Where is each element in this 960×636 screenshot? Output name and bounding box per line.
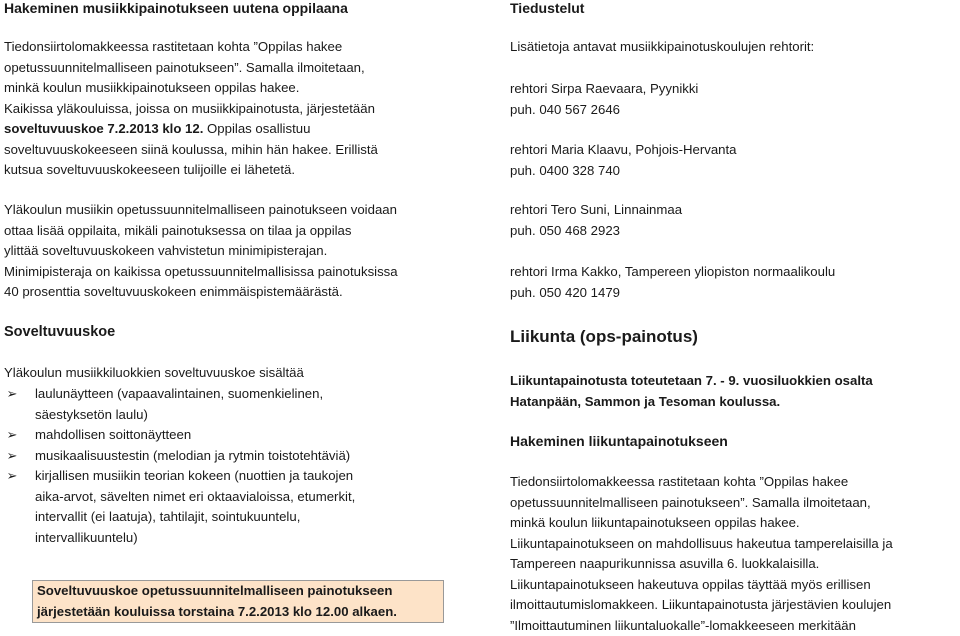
contact-item	[510, 262, 835, 303]
paragraph-line: soveltuvuuskokeeseen siinä koulussa, mihin hän hakee. Erillistä	[4, 140, 478, 161]
aptitude-test-heading: Soveltuvuuskoe	[4, 324, 115, 341]
list-item-line: intervallikuuntelu)	[35, 528, 478, 549]
paragraph-line: 40 prosenttia soveltuvuuskokeen enimmäispistemäärästä.	[4, 282, 478, 303]
paragraph-line	[4, 119, 478, 140]
aptitude-test-date-box	[32, 580, 444, 623]
list-item-line: musikaalisuustestin (melodian ja rytmin toistotehtäviä)	[35, 446, 478, 467]
contact-item	[510, 140, 737, 181]
paragraph-line: ylittää soveltuvuuskokeen vahvistetun minimipisterajan.	[4, 241, 478, 262]
aptitude-test-list	[4, 384, 478, 548]
list-item	[4, 425, 478, 446]
paragraph-line: opetussuunnitelmalliseen painotukseen”. Samalla ilmoitetaan,	[510, 493, 958, 514]
paragraph-line: Yläkoulun musiikin opetussuunnitelmalliseen painotukseen voidaan	[4, 200, 478, 221]
inquiries-intro: Lisätietoja antavat musiikkipainotuskoulujen rehtorit:	[510, 37, 814, 58]
contact-phone: puh. 040 567 2646	[510, 100, 698, 121]
list-item	[4, 384, 478, 425]
contact-item	[510, 200, 682, 241]
arrow-bullet-icon: ➢	[4, 384, 20, 405]
paragraph-line: Tampereen naapurikunnissa asuvilla 6. luokkalaisilla.	[510, 554, 958, 575]
sports-application-heading: Hakeminen liikuntapainotukseen	[510, 433, 728, 450]
minimum-score-paragraph	[4, 200, 478, 303]
sports-schools-text	[510, 371, 873, 412]
paragraph-line: opetussuunnitelmalliseen painotukseen”. Samalla ilmoitetaan,	[4, 58, 478, 79]
paragraph-line: ottaa lisää oppilaita, mikäli painotuksessa on tilaa ja oppilas	[4, 221, 478, 242]
paragraph-line: Minimipisteraja on kaikissa opetussuunnitelmallisissa painotuksissa	[4, 262, 478, 283]
paragraph-line: ”Ilmoittautuminen liikuntaluokalle”-lomakkeeseen merkitään	[510, 616, 958, 636]
test-date-text: soveltuvuuskoe 7.2.2013 klo 12.	[4, 121, 203, 136]
paragraph-line: Hatanpään, Sammon ja Tesoman koulussa.	[510, 392, 873, 413]
sports-heading: Liikunta (ops-painotus)	[510, 326, 698, 348]
list-item-line: aika-arvot, sävelten nimet eri oktaavialoissa, etumerkit,	[35, 487, 478, 508]
list-item	[4, 466, 478, 548]
music-application-heading: Hakeminen musiikkipainotukseen uutena oppilaana	[4, 0, 348, 17]
box-line: järjestetään kouluissa torstaina 7.2.2013 klo 12.00 alkaen.	[37, 602, 437, 623]
paragraph-line: minkä koulun musiikkipainotukseen oppilas hakee.	[4, 78, 478, 99]
paragraph-text: Oppilas osallistuu	[203, 121, 310, 136]
inquiries-heading: Tiedustelut	[510, 0, 584, 17]
list-item-line: säestyksetön laulu)	[35, 405, 478, 426]
paragraph-line: minkä koulun liikuntapainotukseen oppilas hakee.	[510, 513, 958, 534]
contact-item	[510, 79, 698, 120]
paragraph-line: Tiedonsiirtolomakkeessa rastitetaan kohta ”Oppilas hakee	[510, 472, 958, 493]
paragraph-line: ilmoittautumislomakkeen. Liikuntapainotusta järjestävien koulujen	[510, 595, 958, 616]
list-item-line: laulunäytteen (vapaavalintainen, suomenkielinen,	[35, 384, 478, 405]
contact-phone: puh. 050 420 1479	[510, 283, 835, 304]
arrow-bullet-icon: ➢	[4, 446, 20, 467]
list-item	[4, 446, 478, 467]
arrow-bullet-icon: ➢	[4, 425, 20, 446]
contact-phone: puh. 050 468 2923	[510, 221, 682, 242]
sports-application-paragraph	[510, 472, 958, 636]
contact-name: rehtori Irma Kakko, Tampereen yliopiston normaalikoulu	[510, 262, 835, 283]
arrow-bullet-icon: ➢	[4, 466, 20, 487]
contact-name: rehtori Maria Klaavu, Pohjois-Hervanta	[510, 140, 737, 161]
paragraph-line: kutsua soveltuvuuskokeeseen tulijoille ei lähetetä.	[4, 160, 478, 181]
list-item-line: mahdollisen soittonäytteen	[35, 425, 478, 446]
paragraph-line: Tiedonsiirtolomakkeessa rastitetaan kohta ”Oppilas hakee	[4, 37, 478, 58]
aptitude-test-intro: Yläkoulun musiikkiluokkien soveltuvuuskoe sisältää	[4, 363, 304, 384]
paragraph-line: Kaikissa yläkouluissa, joissa on musiikkipainotusta, järjestetään	[4, 99, 478, 120]
paragraph-line: Liikuntapainotukseen hakeutuva oppilas täyttää myös erillisen	[510, 575, 958, 596]
list-item-line: kirjallisen musiikin teorian kokeen (nuottien ja taukojen	[35, 466, 478, 487]
music-application-paragraph	[4, 37, 478, 181]
paragraph-line: Liikuntapainotusta toteutetaan 7. - 9. vuosiluokkien osalta	[510, 371, 873, 392]
contact-name: rehtori Tero Suni, Linnainmaa	[510, 200, 682, 221]
paragraph-line: Liikuntapainotukseen on mahdollisuus hakeutua tamperelaisilla ja	[510, 534, 958, 555]
box-line: Soveltuvuuskoe opetussuunnitelmalliseen painotukseen	[37, 581, 437, 602]
contact-name: rehtori Sirpa Raevaara, Pyynikki	[510, 79, 698, 100]
list-item-line: intervallit (ei laatuja), tahtilajit, sointukuuntelu,	[35, 507, 478, 528]
contact-phone: puh. 0400 328 740	[510, 161, 737, 182]
